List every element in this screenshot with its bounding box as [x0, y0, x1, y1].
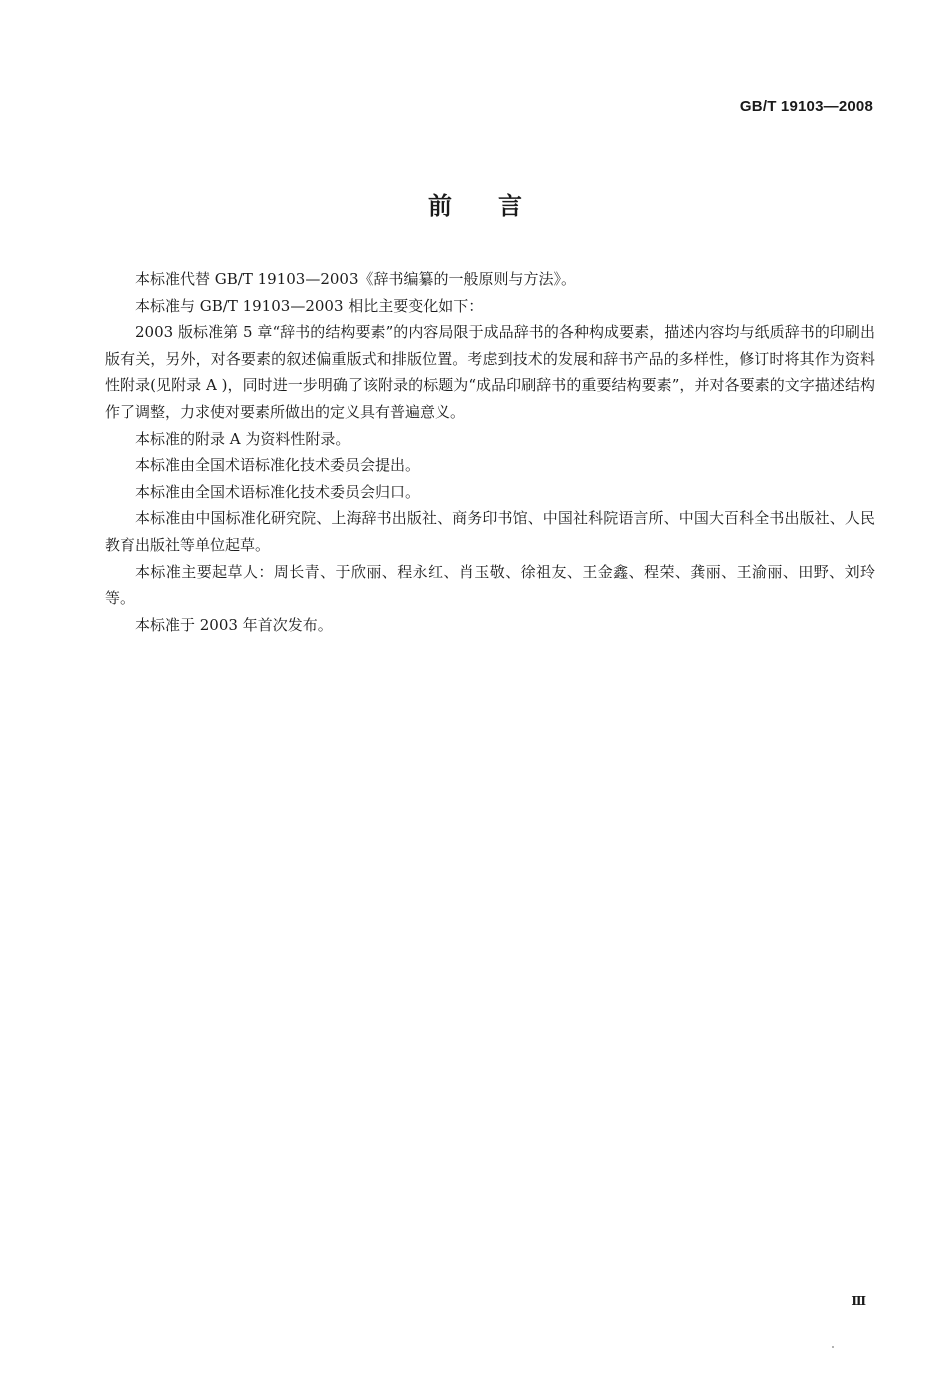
- paragraph-managed-by: 本标准由全国术语标准化技术委员会归口。: [135, 482, 421, 501]
- preface-body: [105, 266, 875, 638]
- page-number: Ⅲ: [851, 1294, 866, 1308]
- paragraph-drafters: 本标准主要起草人：周长青、于欣丽、程永红、肖玉敬、徐祖友、王金鑫、程荣、龚丽、王渝丽、田野、刘玲等。: [105, 562, 875, 608]
- paragraph-replacement: 本标准代替 GB/T 19103—2003《辞书编纂的一般原则与方法》。: [135, 270, 576, 288]
- paragraph-changes-detail: 2003 版标准第 5 章“辞书的结构要素”的内容局限于成品辞书的各种构成要素，描述内容均与纸质辞书的印刷出版有关，另外，对各要素的叙述偏重版式和排版位置。考虑到技术的发展和辞书产品的多样性，修订时将其作为资料性附录(见附录 A )，同时进一步明确了该附录的标题为“成品印刷辞书的重要结构要素”，并对各要素的文字描述结构作了调整，力求使对要素所做出的定义具有普遍意义。: [105, 323, 875, 421]
- page-title: 前言: [428, 192, 568, 220]
- scan-speck: [832, 1346, 834, 1348]
- paragraph-drafting-units: 本标准由中国标准化研究院、上海辞书出版社、商务印书馆、中国社科院语言所、中国大百科全书出版社、人民教育出版社等单位起草。: [105, 509, 875, 554]
- standard-code: GB/T 19103—2008: [739, 98, 873, 115]
- paragraph-appendix: 本标准的附录 A 为资料性附录。: [135, 429, 351, 448]
- paragraph-first-release: 本标准于 2003 年首次发布。: [135, 615, 333, 634]
- paragraph-proposed-by: 本标准由全国术语标准化技术委员会提出。: [135, 456, 421, 475]
- paragraph-changes-intro: 本标准与 GB/T 19103—2003 相比主要变化如下：: [135, 296, 484, 315]
